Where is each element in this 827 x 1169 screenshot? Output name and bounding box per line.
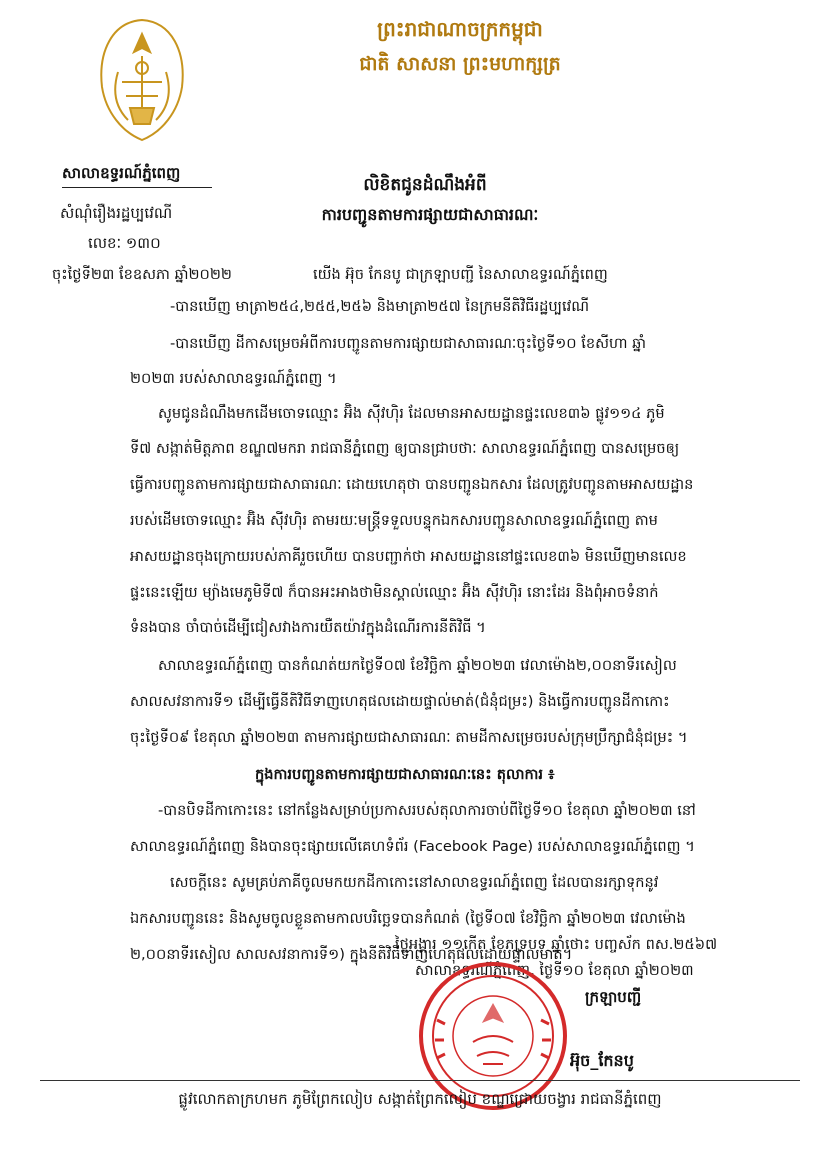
body-line: -បានឃើញ មាត្រា២៥៤,២៥៥,២៥៦ និងមាត្រា២៥៧ នៃក្រមនីតិវិធីរដ្ឋប្បវេណី [170, 298, 590, 315]
court-name: សាលាឧទ្ធរណ៍ភ្នំពេញ [62, 164, 181, 182]
court-underline [62, 187, 212, 188]
body-line: សាលាឧទ្ធរណ៍ភ្នំពេញ និងបានចុះផ្សាយលើគេហទំព័រ (Facebook Page) របស់សាលាឧទ្ធរណ៍ភ្នំពេញ ។ [130, 838, 695, 855]
body-line: សេចក្តីនេះ សូមគ្រប់ភាគីចូលមកយកដីកាកោះនៅសាលាឧទ្ធរណ៍ភ្នំពេញ ដែលបានរក្សាទុកនូវ [170, 874, 659, 891]
footer-address: ផ្លូវលោកតាក្រហមក ភូមិព្រែកលៀប សង្កាត់ព្រែកលៀប ខណ្ឌជ្រោយចង្វារ រាជធានីភ្នំពេញ [178, 1090, 662, 1108]
body-line: សាលាឧទ្ធរណ៍ភ្នំពេញ បានកំណត់យកថ្ងៃទី០៧ ខែវិច្ឆិកា ឆ្នាំ២០២៣ វេលាម៉ោង២,០០នាទីរសៀល [158, 657, 677, 674]
body-line: សាលសវនាការទី១ ដើម្បីធ្វើនីតិវិធីទាញហេតុផលដោយផ្ទាល់មាត់(ជំនុំជម្រះ) និងធ្វើការបញ្ជូនដីកាកោះ [130, 693, 670, 710]
body-line: -បានឃើញ ដីកាសម្រេចអំពីការបញ្ជូនតាមការផ្សាយជាសាធារណៈចុះថ្ងៃទី១០ ខែសីហា ឆ្នាំ [170, 335, 647, 352]
document-number: លេខៈ ១៣០ [88, 234, 161, 252]
body-line: ចុះថ្ងៃទី០៩ ខែតុលា ឆ្នាំ២០២៣ តាមការផ្សាយជាសាធារណៈ តាមដីកាសម្រេចរបស់ក្រុមប្រឹក្សាជំនុំជម្រះ ។ [130, 729, 688, 746]
body-line: ឯកសារបញ្ជូននេះ និងសូមចូលខ្លួនតាមកាលបរិច្ឆេទបានកំណត់ (ថ្ងៃទី០៧ ខែវិច្ឆិកា ឆ្នាំ២០២៣ វេលាម៉ោង [130, 910, 686, 927]
document-subtitle: ការបញ្ជូនតាមការផ្សាយជាសាធារណៈ [321, 205, 539, 224]
section-heading: ក្នុងការបញ្ជូនតាមការផ្សាយជាសាធារណៈនេះ តុលាការ ៖ [255, 766, 555, 783]
lunar-date: ថ្ងៃអង្គារ ១១កើត ខែភទ្របទ ឆ្នាំថោះ បញ្ចស័ក ពស.២៥៦៧ [395, 936, 718, 953]
signatory-name: អ៊ុច_កែនបូ [570, 1051, 634, 1070]
body-line: ២០២៣ របស់សាលាឧទ្ធរណ៍ភ្នំពេញ ។ [130, 370, 337, 387]
footer-divider [40, 1080, 800, 1081]
body-line: -បានបិទដីកាកោះនេះ នៅកន្លែងសម្រាប់ប្រកាសរបស់តុលាការចាប់ពីថ្ងៃទី១០ ខែតុលា ឆ្នាំ២០២៣ នៅ [158, 802, 696, 819]
kingdom-heading: ព្រះរាជាណាចក្រកម្ពុជា [377, 17, 543, 41]
signatory-title: ក្រឡាបញ្ជី [585, 988, 642, 1006]
body-line: ធ្វើការបញ្ជូនតាមការផ្សាយជាសាធារណៈ ដោយហេតុថា បានបញ្ជូនឯកសារ ដែលត្រូវបញ្ជូនតាមអាសយដ្ឋាន [130, 476, 694, 493]
body-line: អាសយដ្ឋានចុងក្រោយរបស់ភាគីរួចហើយ បានបញ្ជាក់ថា អាសយដ្ឋាននៅផ្ទះលេខ៣៦ មិនឃើញមានលេខ [130, 548, 687, 565]
motto-heading: ជាតិ សាសនា ព្រះមហាក្សត្រ [359, 53, 561, 75]
body-line: ២,០០នាទីរសៀល សាលសវនាការទី១) ក្នុងនីតិវិធីទាញហេតុផលដោយផ្ទាល់មាត់។ [130, 946, 573, 963]
clerk-intro: យើង អ៊ុច កែនបូ ជាក្រឡាបញ្ជី នៃសាលាឧទ្ធរណ៍ភ្នំពេញ [313, 266, 608, 283]
body-line: សូមជូនដំណឹងមកដើមចោទឈ្មោះ អ៊ិង ស៊ីវហ៊ិរ ដែលមានអាសយដ្ឋានផ្ទះលេខ៣៦ ផ្លូវ១១៤ ភូមិ [158, 405, 665, 422]
place-date: សាលាឧទ្ធរណ៍ភ្នំពេញ, ថ្ងៃទី១០ ខែតុលា ឆ្នាំ២០២៣ [415, 962, 694, 979]
royal-crest-icon [92, 12, 192, 147]
document-title: លិខិតជូនដំណឹងអំពី [363, 175, 487, 195]
body-line: ទី៧ សង្កាត់មិត្តភាព ខណ្ឌ៧មករា រាជធានីភ្នំពេញ ឲ្យបានជ្រាបថាៈ សាលាឧទ្ធរណ៍ភ្នំពេញ បានសម្រេចឲ្យ [130, 440, 680, 457]
date-line: ចុះថ្ងៃទី២៣ ខែឧសភា ឆ្នាំ២០២២ [52, 266, 232, 283]
body-line: របស់ដើមចោទឈ្មោះ អ៊ិង ស៊ីវហ៊ិរ តាមរយៈមន្ត្រីទទួលបន្ទុកឯកសារបញ្ជូនសាលាឧទ្ធរណ៍ភ្នំពេញ តាម [130, 512, 658, 529]
body-line: ទំនងបាន ចាំបាច់ដើម្បីជៀសវាងការយឺតយ៉ាវក្នុងដំណើរការនីតិវិធី ។ [130, 619, 486, 636]
case-type: សំណុំរឿងរដ្ឋប្បវេណី [60, 204, 173, 222]
body-line: ផ្ទះនេះឡើយ ម្យ៉ាងមេភូមិទី៧ ក៏បានអះអាងថាមិនស្គាល់ឈ្មោះ អ៊ិង ស៊ីវហ៊ិរ នោះដែរ និងពុំអាចទំនាក់ [130, 584, 659, 601]
